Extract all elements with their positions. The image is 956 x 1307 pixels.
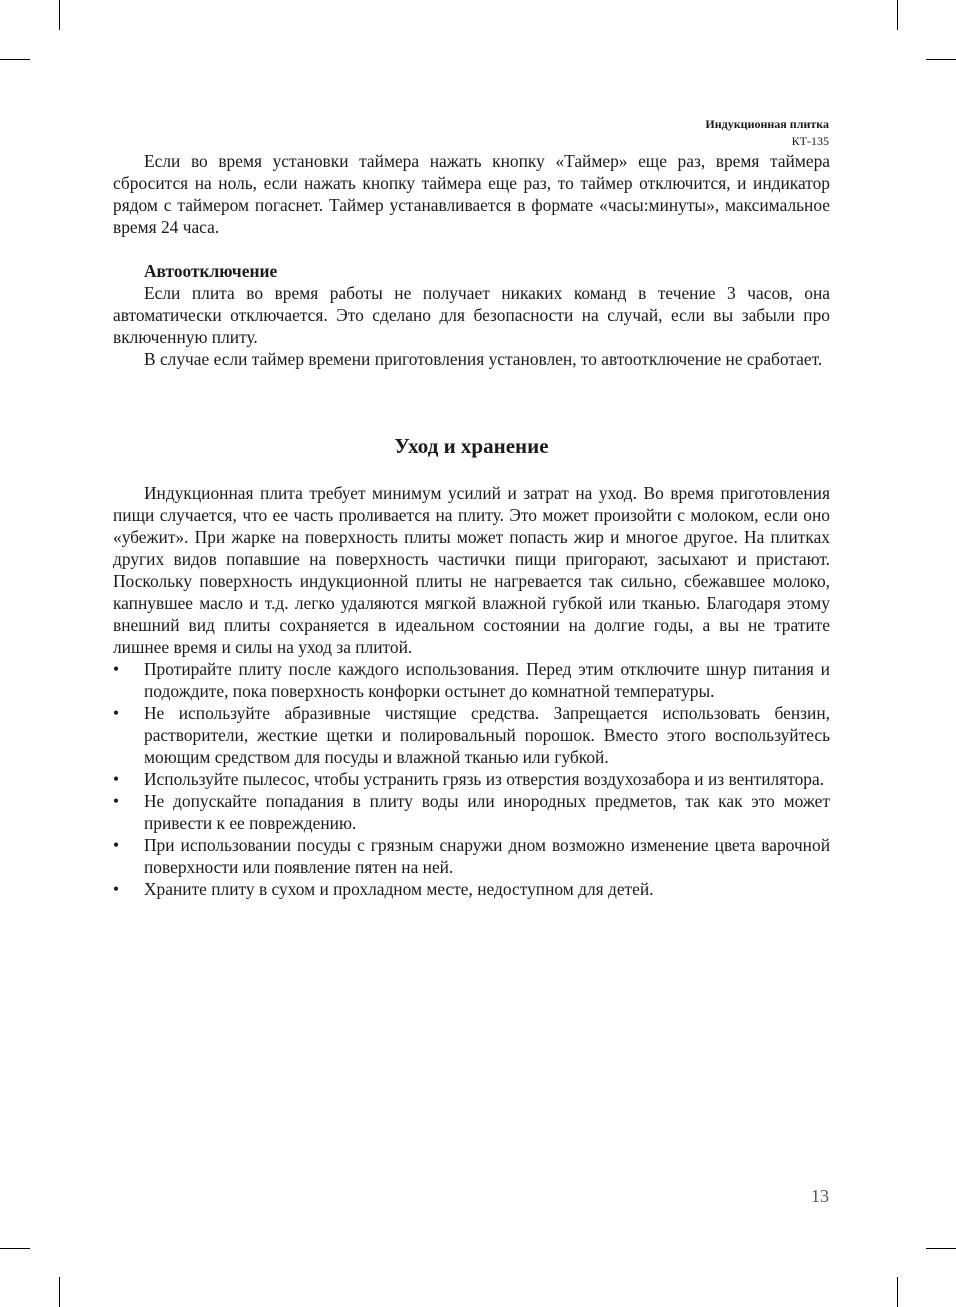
list-item-text: При использовании посуды с грязным снаружи дном возможно изменение цвета варочной поверхности или появление пятен на ней. bbox=[144, 835, 830, 877]
bullet-icon: • bbox=[113, 879, 120, 899]
crop-mark bbox=[0, 1248, 30, 1249]
running-head-model: КТ-135 bbox=[791, 134, 829, 148]
list-item bbox=[113, 702, 830, 768]
auto-off-paragraph: Если плита во время работы не получает никаких команд в течение 3 часов, она автоматически отключается. Это сделано для безопасности на случай, если вы забыли про включенную плиту. bbox=[113, 283, 830, 347]
crop-mark bbox=[59, 1277, 60, 1307]
list-item bbox=[113, 658, 830, 702]
list-item-text: Храните плиту в сухом и прохладном месте, недоступном для детей. bbox=[144, 879, 654, 899]
running-head-title: Индукционная плитка bbox=[705, 117, 829, 131]
crop-mark bbox=[926, 1248, 956, 1249]
bullet-icon: • bbox=[113, 835, 120, 855]
section-title: Уход и хранение bbox=[394, 434, 549, 458]
running-head bbox=[705, 116, 829, 150]
list-item bbox=[113, 768, 830, 790]
timer-paragraph: Если во время установки таймера нажать кнопку «Таймер» еще раз, время таймера сбросится на ноль, если нажать кнопку таймера еще раз, то таймер отключится, и индикатор рядом с таймером погаснет. Таймер устанавливается в формате «часы:минуты», максимальное время 24 часа. bbox=[113, 151, 830, 237]
page-content bbox=[113, 150, 830, 900]
crop-mark bbox=[897, 1277, 898, 1307]
crop-mark bbox=[0, 59, 30, 60]
list-item-text: Не допускайте попадания в плиту воды или инородных предметов, так как это может привести к ее повреждению. bbox=[144, 791, 830, 833]
bullet-icon: • bbox=[113, 703, 120, 723]
list-item bbox=[113, 790, 830, 834]
crop-mark bbox=[926, 59, 956, 60]
crop-mark bbox=[59, 0, 60, 30]
auto-off-heading: Автоотключение bbox=[144, 261, 278, 281]
list-item-text: Протирайте плиту после каждого использования. Перед этим отключите шнур питания и подождите, пока поверхность конфорки остынет до комнатной температуры. bbox=[144, 659, 830, 701]
bullet-icon: • bbox=[113, 769, 120, 789]
list-item-text: Используйте пылесос, чтобы устранить грязь из отверстия воздухозабора и из вентилятора. bbox=[144, 769, 825, 789]
care-intro-paragraph: Индукционная плита требует минимум усилий и затрат на уход. Во время приготовления пищи случается, что ее часть проливается на плиту. Это может произойти с молоком, если оно «убежит». При жарке на поверхность плиты может попасть жир и многое другое. На плитках других видов попавшие на поверхность частички пищи пригорают, засыхают и пристают. Поскольку поверхность индукционной плиты не нагревается так сильно, сбежавшее молоко, капнувшее масло и т.д. легко удаляются мягкой влажной губкой или тканью. Благодаря этому внешний вид плиты сохраняется в идеальном состоянии на долгие годы, а вы не тратите лишнее время и силы на уход за плитой. bbox=[113, 483, 830, 657]
auto-off-paragraph: В случае если таймер времени приготовления установлен, то автоотключение не сработает. bbox=[144, 349, 823, 369]
list-item-text: Не используйте абразивные чистящие средства. Запрещается использовать бензин, растворители, жесткие щетки и полировальный порошок. Вместо этого воспользуйтесь моющим средством для посуды и влажной тканью или губкой. bbox=[144, 703, 830, 767]
list-item bbox=[113, 834, 830, 878]
bullet-icon: • bbox=[113, 791, 120, 811]
care-bullet-list bbox=[113, 658, 830, 900]
page-number: 13 bbox=[811, 1186, 829, 1206]
crop-mark bbox=[897, 0, 898, 30]
bullet-icon: • bbox=[113, 659, 120, 679]
list-item bbox=[113, 878, 830, 900]
